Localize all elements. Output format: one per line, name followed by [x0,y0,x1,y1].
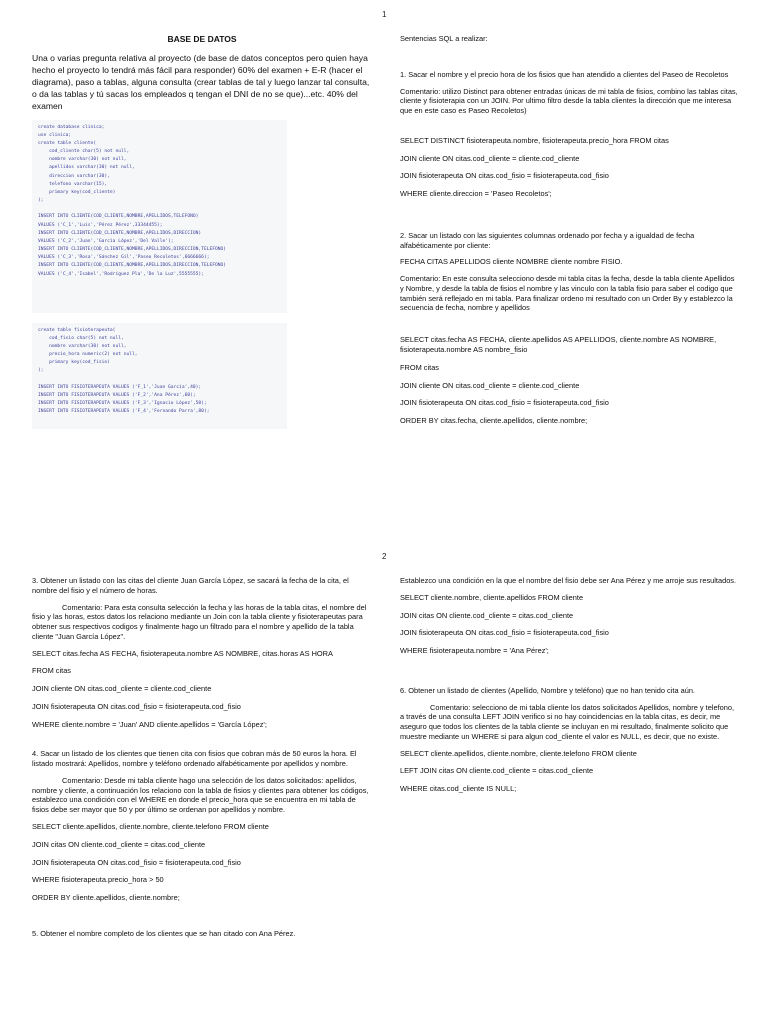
code-line: INSERT INTO CLIENTE(COD_CLIENTE,NOMBRE,APELLIDOS,TELEFONO) [38,214,199,220]
code-line: ); [38,198,44,204]
sql-line: SELECT cliente.nombre, cliente.apellidos FROM cliente [400,592,584,602]
sql-line: WHERE fisioterapeuta.precio_hora > 50 [32,875,164,885]
code-line: VALUES ('C_2','Juan','García López','Del Valle'); [38,238,174,244]
question-1: 1. Sacar el nombre y el precio hora de los fisios que han atendido a clientes del Paseo de Recoletos [400,69,729,79]
question-5: 5. Obtener el nombre completo de los clientes que se han citado con Ana Pérez. [32,928,296,938]
page2-right-column [400,576,740,802]
page1-left-column [32,34,372,429]
code-line: VALUES ('C_3','Rosa','Sánchez Gil','Paseo Recoletos',6666666); [38,255,210,261]
code-line: nombre varchar(30) not null, [38,343,127,349]
code-line: cod_cliente char(5) not null, [38,149,130,155]
sql-line: WHERE citas.cod_cliente IS NULL; [400,784,517,794]
sql-line: JOIN cliente ON citas.cod_cliente = cliente.cod_cliente [400,380,580,390]
sql-line: SELECT citas.fecha AS FECHA, fisioterapeuta.nombre AS NOMBRE, citas.horas AS HORA [32,648,333,658]
code-line: INSERT INTO FISIOTERAPEUTA VALUES ('F_1','Juan García',40); [38,384,202,390]
question-1-sql [400,136,740,199]
page-number: 1 [382,10,387,19]
sql-line: WHERE cliente.direccion = 'Paseo Recoletos'; [400,189,552,199]
sql-line: SELECT DISTINCT fisioterapeuta.nombre, fisioterapeuta.precio_hora FROM citas [400,135,669,145]
sql-line: FROM citas [32,666,72,676]
question-1-comment: Comentario: utilizo Distinct para obtener entradas únicas de mi tabla de fisios, combino las tablas citas, cliente y fisioterapia con un JOIN. Por ultimo filtro desde la tabla clientes la dirección que me interesa que en este caso es Paseo Recoletos) [400,86,738,116]
question-4-sql [32,822,372,903]
code-line: ); [38,368,44,374]
sql-line: JOIN citas ON cliente.cod_cliente = citas.cod_cliente [32,839,206,849]
code-line: VALUES ('C_1','Luis','Pérez Pérez',33344455); [38,222,163,228]
question-6-comment: Comentario: selecciono de mi tabla cliente los datos solicitados Apellidos, nombre y telefono, a través de una consulta LEFT JOIN verifico si no hay coincidencias en la tabla citas, es decir, me aseguro que todos los clientes de la tabla cliente se incluyan en mi resultado, finalmente solicito que muestre mediante un WHERE si para algun cod_cliente el valor es NULL, es decir, que no existe. [400,702,735,741]
code-line: create table fisioterapeuta( [38,327,116,333]
code-line [38,376,281,384]
section-heading: Sentencias SQL a realizar: [400,34,488,43]
code-line [38,205,281,213]
question-6-sql [400,749,740,794]
sql-line: SELECT cliente.apellidos, cliente.nombre, cliente.telefono FROM cliente [400,748,637,758]
code-line: INSERT INTO FISIOTERAPEUTA VALUES ('F_4','Fernando Parra',80); [38,409,210,415]
sql-line: JOIN fisioterapeuta ON citas.cod_fisio = fisioterapeuta.cod_fisio [400,398,609,408]
code-line: cod_fisio char(5) not null, [38,335,124,341]
page2-left-column [32,576,372,946]
code-line: precio_hora numeric(2) not null, [38,352,138,358]
sql-line: JOIN cliente ON citas.cod_cliente = cliente.cod_cliente [32,684,212,694]
code-line: telefono varchar(15), [38,181,108,187]
sql-line: SELECT cliente.apellidos, cliente.nombre, cliente.telefono FROM cliente [32,822,269,832]
code-line: create database clinica; [38,124,105,130]
code-line: INSERT INTO FISIOTERAPEUTA VALUES ('F_3','Ignacio López',50); [38,401,207,407]
code-line: nombre varchar(30) not null, [38,157,127,163]
code-line: use clinica; [38,132,72,138]
question-2-sql [400,335,740,426]
code-line: primary key(cod_fisio) [38,360,110,366]
question-2: 2. Sacar un listado con las siguientes columnas ordenado por fecha y a igualdad de fecha alfabéticamente por cliente: [400,230,695,250]
sql-line: JOIN fisioterapeuta ON citas.cod_fisio = fisioterapeuta.cod_fisio [32,701,241,711]
sql-line: SELECT citas.fecha AS FECHA, cliente.apellidos AS APELLIDOS, cliente.nombre AS NOMBRE, fisioterapeuta.nombre AS nombre_fisio [400,335,717,355]
sql-line: ORDER BY cliente.apellidos, cliente.nombre; [32,893,180,903]
sql-line: JOIN citas ON cliente.cod_cliente = citas.cod_cliente [400,610,574,620]
question-2-comment: Comentario: En este consulta selecciono desde mi tabla citas la fecha, desde la tabla cliente Apellidos y Nombre, y desde la tabla de fisios el nombre y las vinculo con la tabla fisio para saber el codigo que también será reflejado en mi tabla. Para finalizar ordeno mi resultado con un Order By y establezco la secuencia de fecha, nombre y apellidos [400,274,735,313]
intro-paragraph: Una o varias pregunta relativa al proyecto (de base de datos conceptos pero quien haya hecho el proyecto lo tendrá más fácil para responder) 60% del examen + E-R (hacer el diagrama), paso a tablas, alguna consulta (crear tablas de tal y luego lanzar tal consulta, o da las tablas y tú sacas los empleados q tengan el DNI de no se que)...etc. 40% del examen [32,53,370,111]
code-line: VALUES ('C_4','Isabel','Rodríguez Pla','De la Luz',5555555); [38,271,204,277]
code-line: apellidos varchar(30) not null, [38,165,135,171]
code-line: primary key(cod_cliente) [38,189,116,195]
question-2-columns: FECHA CITAS APELLIDOS cliente NOMBRE cliente nombre FISIO. [400,257,623,267]
code-line: INSERT INTO FISIOTERAPEUTA VALUES ('F_2','Ana Pérez',60); [38,392,196,398]
sql-line: WHERE cliente.nombre = 'Juan' AND cliente.apellidos = 'García López'; [32,719,267,729]
question-3: 3. Obtener un listado con las citas del cliente Juan García López, se sacará la fecha de la cita, el nombre del fisio y el número de horas. [32,576,349,595]
document-title: BASE DE DATOS [167,34,237,44]
question-3-sql [32,649,372,730]
code-line: INSERT INTO CLIENTE(COD_CLIENTE,NOMBRE,APELLIDOS,DIRECCION) [38,230,202,236]
code-block-fisioterapeuta [32,323,287,429]
code-block-cliente [32,120,287,313]
question-4-comment: Comentario: Desde mi tabla cliente hago una selección de los datos solicitados: apellidos, nombre y cliente, a continuación los relaciono con la tabla de fisios y clientes para obtener los códigos, establezco una condición con el WHERE en donde el precio_hora que se encuentra en mi tabla de fisios debe ser mayor que 50 y por último se ordenan por apellidos y nombre. [32,775,369,815]
question-4: 4. Sacar un listado de los clientes que tienen cita con fisios que cobran más de 50 euros la hora. El listado mostrará: Apellidos, nombre y teléfono ordenado alfabéticamente por apellidos y nombre. [32,749,357,769]
question-3-comment: Comentario: Para esta consulta selección la fecha y las horas de la tabla citas, el nombre del fisio y las horas, estos datos los relaciono mediante un Join con la tabla cliente y fisioterapeutas para obtener sus respectivos codigos y finalmente hago un filtrado para el nombre y apellido de la tabla cliente "Juan García López". [32,602,367,641]
question-6: 6. Obtener un listado de clientes (Apellido, Nombre y teléfono) que no han tenido cita aún. [400,685,695,695]
sql-line: WHERE fisioterapeuta.nombre = 'Ana Pérez'; [400,646,549,656]
page1-right-column [400,34,740,434]
sql-line: JOIN fisioterapeuta ON citas.cod_fisio = fisioterapeuta.cod_fisio [400,171,609,181]
page-number: 2 [382,552,387,561]
code-line: create table cliente( [38,140,97,146]
code-line: INSERT INTO CLIENTE(COD_CLIENTE,NOMBRE,APELLIDOS,DIRECCION,TELEFONO) [38,263,227,269]
sql-line: JOIN fisioterapeuta ON citas.cod_fisio = fisioterapeuta.cod_fisio [32,857,241,867]
sql-line: LEFT JOIN citas ON cliente.cod_cliente = citas.cod_cliente [400,766,594,776]
sql-line: ORDER BY citas.fecha, cliente.apellidos, cliente.nombre; [400,416,588,426]
code-line: direccion varchar(30), [38,173,110,179]
sql-line: JOIN fisioterapeuta ON citas.cod_fisio = fisioterapeuta.cod_fisio [400,628,609,638]
sql-line: FROM citas [400,362,440,372]
question-5-comment: Establezco una condición en la que el nombre del fisio debe ser Ana Pérez y me arroje sus resultados. [400,576,737,585]
sql-line: JOIN cliente ON citas.cod_cliente = cliente.cod_cliente [400,153,580,163]
code-line: INSERT INTO CLIENTE(COD_CLIENTE,NOMBRE,APELLIDOS,DIRECCION,TELEFONO) [38,247,227,253]
question-5-sql [400,593,740,656]
